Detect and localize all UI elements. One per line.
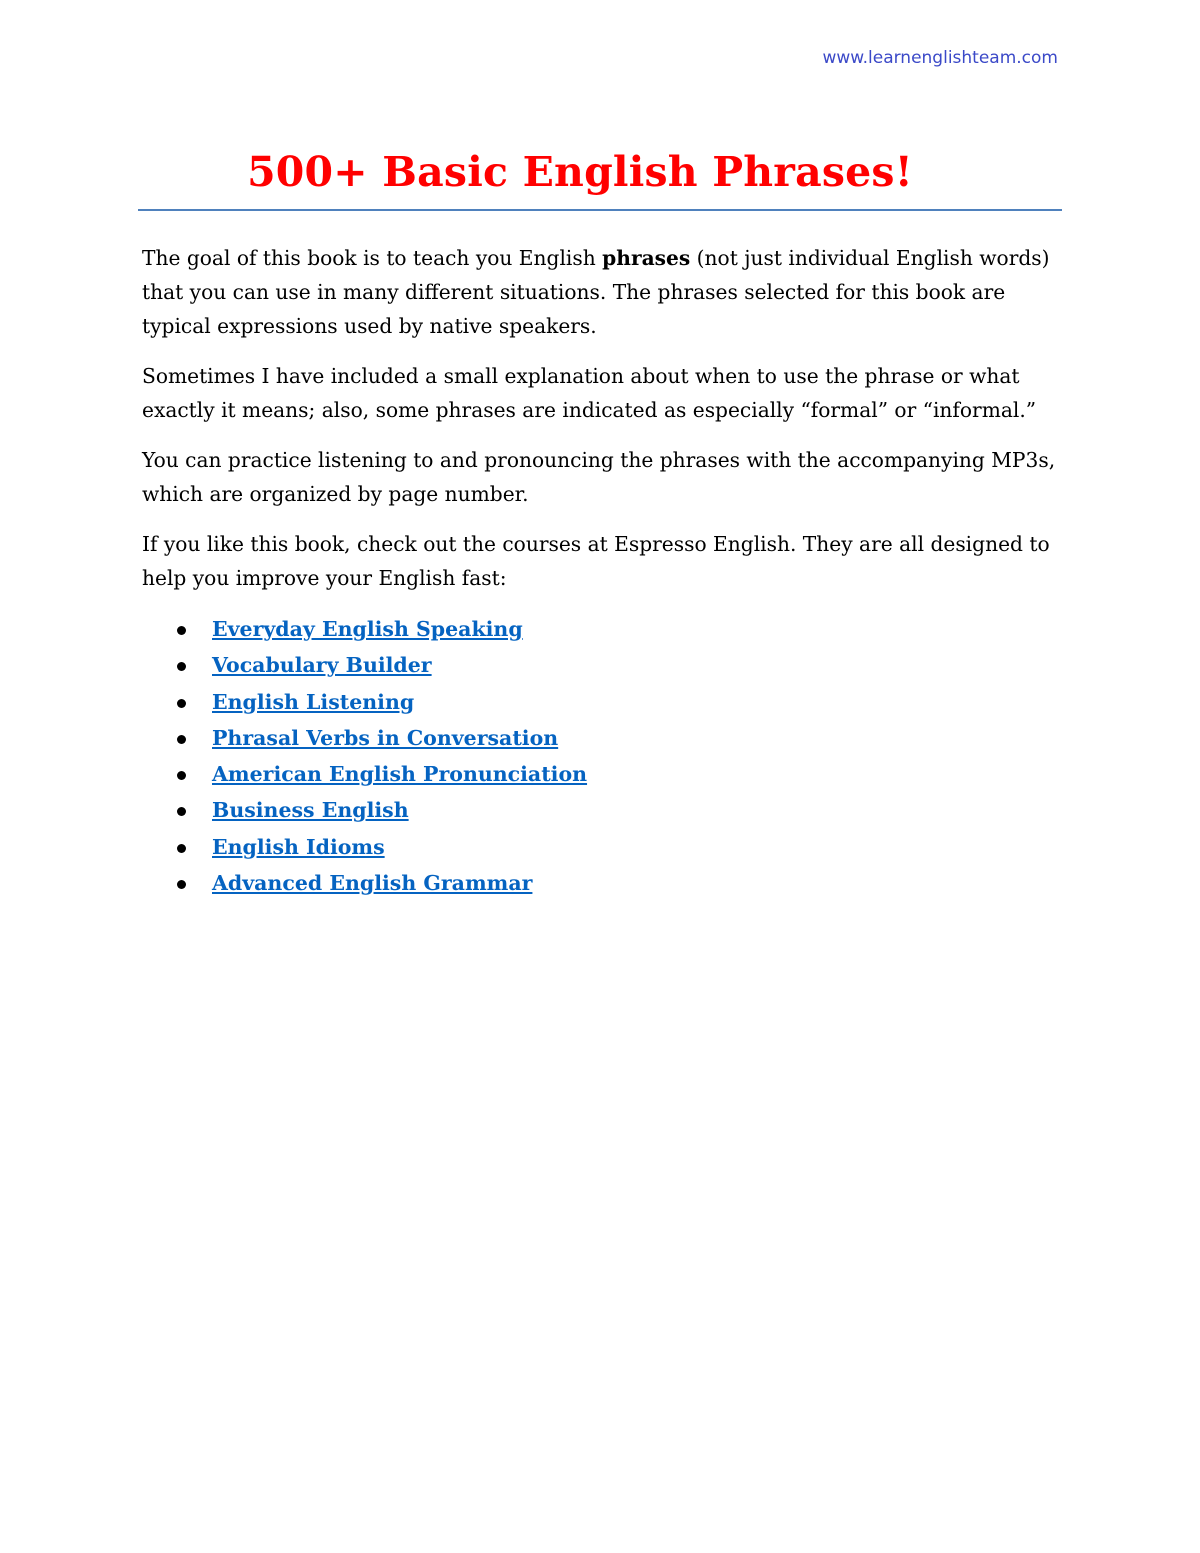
bullet-icon xyxy=(177,844,186,853)
list-item xyxy=(142,792,1062,828)
list-item xyxy=(142,720,1062,756)
course-link-business-english[interactable]: Business English xyxy=(212,798,409,823)
intro-bold-phrases: phrases xyxy=(602,246,691,270)
bullet-icon xyxy=(177,699,186,708)
bullet-icon xyxy=(177,807,186,816)
list-item xyxy=(142,865,1062,901)
course-list xyxy=(142,611,1062,901)
title-divider xyxy=(138,209,1062,211)
list-item xyxy=(142,611,1062,647)
intro-text-end: (not just individual English words) that you can use in many different situations. The phrases selected for this book are typical expressions used by native speakers. xyxy=(142,246,1050,338)
intro-paragraph xyxy=(142,241,1062,343)
bullet-icon xyxy=(177,662,186,671)
page-title: 500+ Basic English Phrases! xyxy=(247,148,913,196)
bullet-icon xyxy=(177,735,186,744)
course-link-everyday-english-speaking[interactable]: Everyday English Speaking xyxy=(212,617,523,641)
course-link-vocabulary-builder[interactable]: Vocabulary Builder xyxy=(212,653,432,678)
header-url-link[interactable]: www.learnenglishteam.com xyxy=(822,48,1058,68)
course-link-phrasal-verbs[interactable]: Phrasal Verbs in Conversation xyxy=(212,725,559,750)
bullet-icon xyxy=(177,626,186,635)
bullet-icon xyxy=(177,771,186,780)
mp3-paragraph: You can practice listening to and pronouncing the phrases with the accompanying MP3s, which are organized by page number. xyxy=(142,448,1056,506)
document-body xyxy=(142,241,1062,901)
course-link-english-idioms[interactable]: English Idioms xyxy=(212,834,385,859)
course-link-advanced-grammar[interactable]: Advanced English Grammar xyxy=(212,871,533,896)
bullet-icon xyxy=(177,880,186,889)
list-item xyxy=(142,647,1062,683)
courses-intro-paragraph: If you like this book, check out the courses at Espresso English. They are all designed to help you improve your English fast: xyxy=(142,532,1050,590)
explanation-paragraph: Sometimes I have included a small explanation about when to use the phrase or what exactly it means; also, some phrases are indicated as especially “formal” or “informal.” xyxy=(142,364,1037,422)
course-link-english-listening[interactable]: English Listening xyxy=(212,689,415,714)
list-item xyxy=(142,829,1062,865)
list-item xyxy=(142,756,1062,792)
course-link-american-pronunciation[interactable]: American English Pronunciation xyxy=(212,762,588,787)
list-item xyxy=(142,684,1062,720)
intro-text-start: The goal of this book is to teach you English xyxy=(142,246,603,270)
